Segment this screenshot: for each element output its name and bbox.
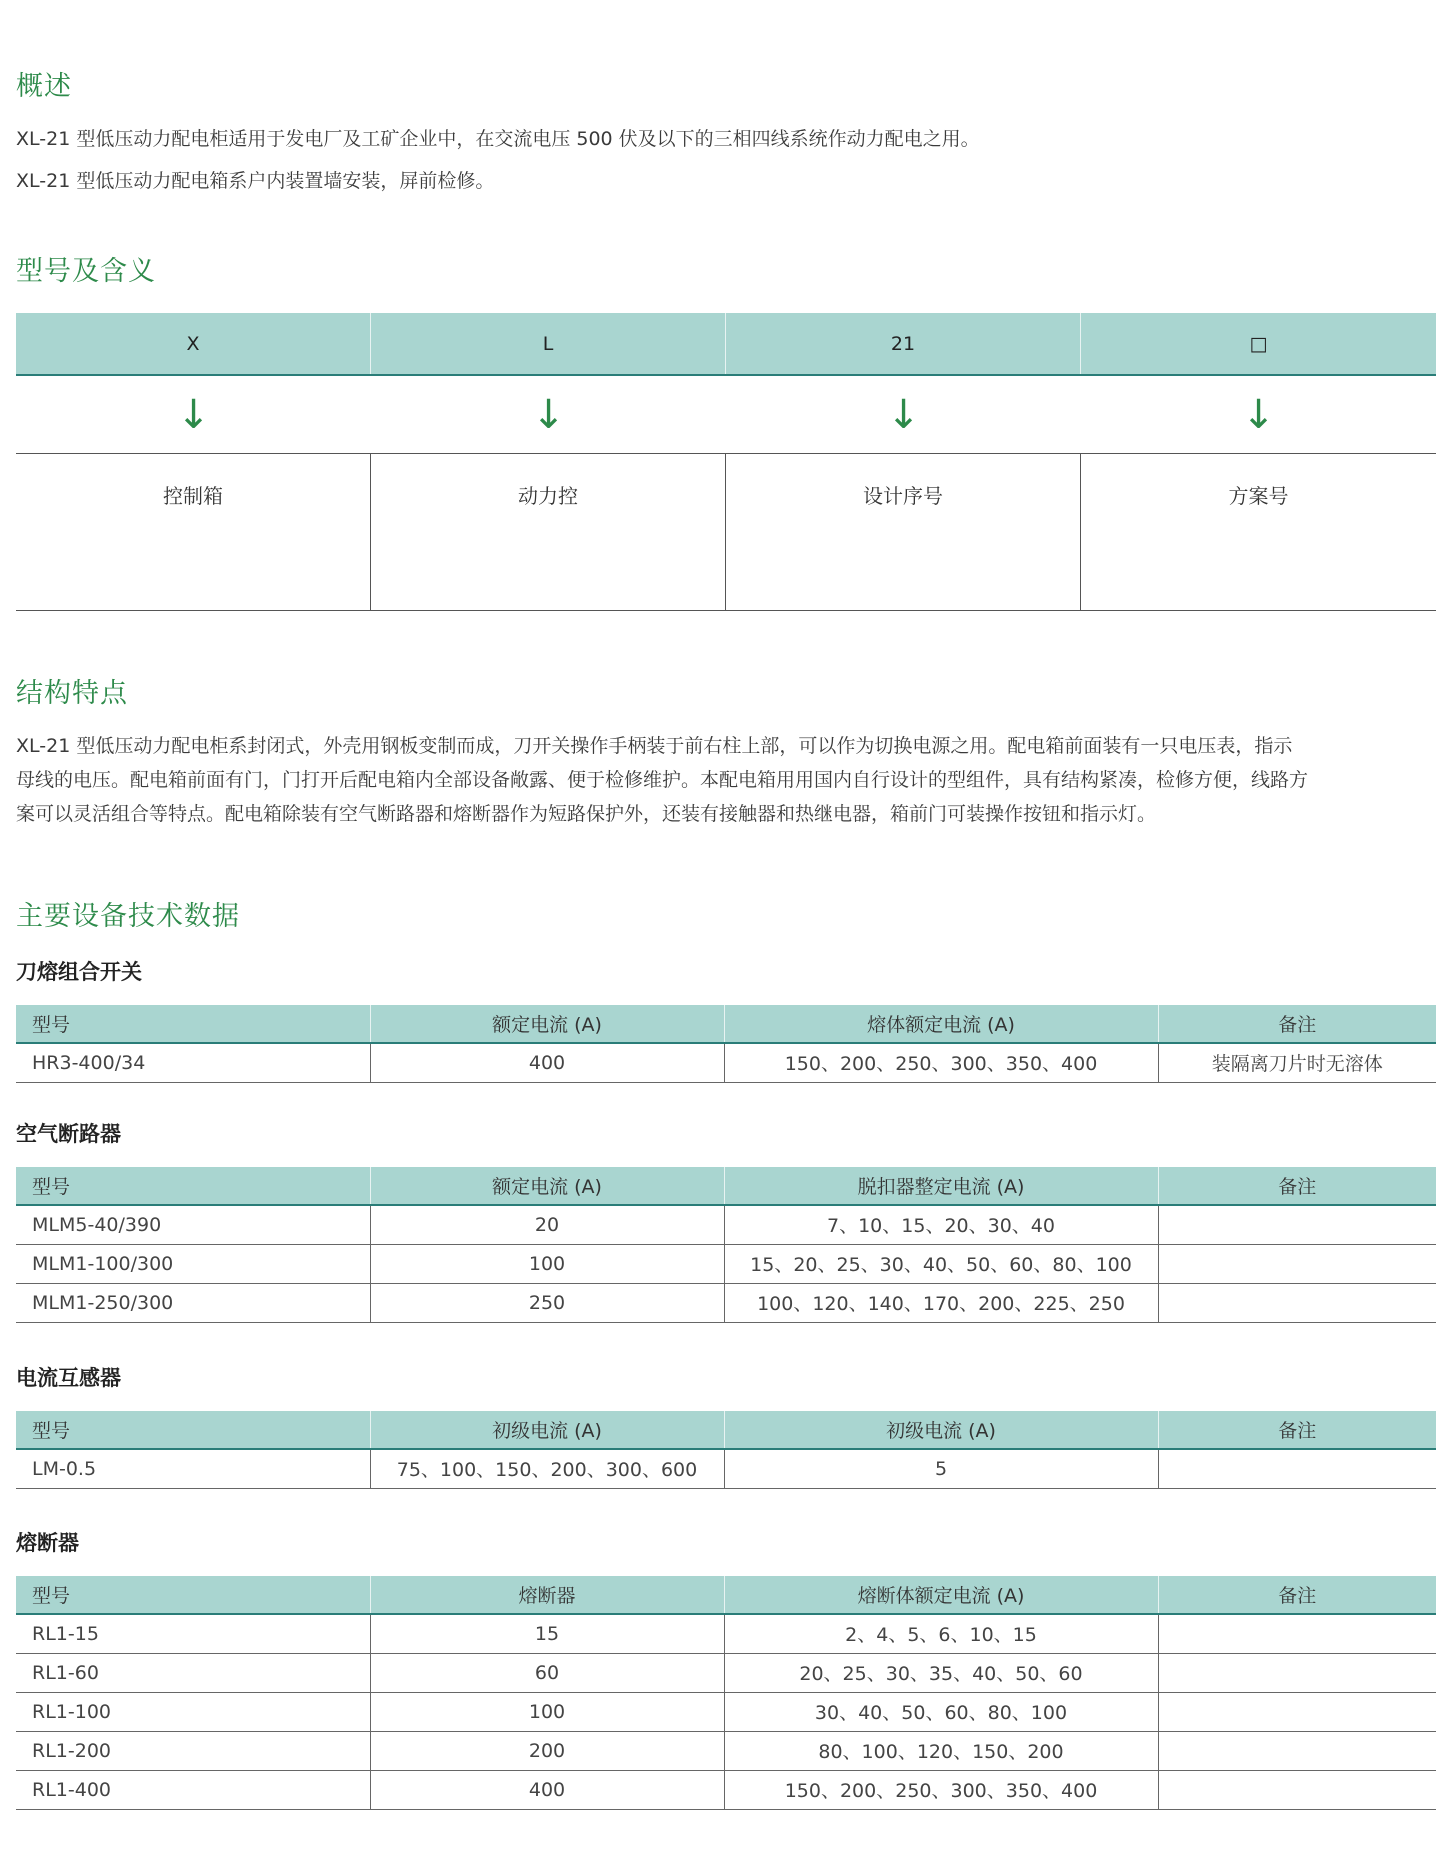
column-header: 型号 (16, 1576, 370, 1614)
section-title-structure: 结构特点 (16, 678, 128, 709)
overview-line-1: XL-21 型低压动力配电柜适用于发电厂及工矿企业中，在交流电压 500 伏及以下的三相四线系统作动力配电之用。 (16, 128, 980, 150)
table-cell: 装隔离刀片时无溶体 (1158, 1043, 1436, 1082)
table-cell: 100 (370, 1244, 724, 1283)
table-row (16, 1614, 1436, 1653)
table-cell: 20 (370, 1205, 724, 1244)
air-breaker-table (16, 1167, 1436, 1323)
column-header: 备注 (1158, 1167, 1436, 1205)
column-header: 备注 (1158, 1005, 1436, 1043)
current-transformer-table (16, 1411, 1436, 1489)
knife-fuse-switch-table (16, 1005, 1436, 1083)
model-code-cell: □ (1249, 332, 1268, 355)
section-title-model: 型号及含义 (16, 256, 156, 287)
table-row (16, 1449, 1436, 1488)
model-code-cell: L (371, 313, 726, 374)
subtitle-current-transformer: 电流互感器 (16, 1366, 121, 1390)
column-header: 额定电流 (A) (370, 1005, 724, 1043)
model-arrow-row (16, 376, 1436, 454)
table-cell: 100 (370, 1692, 724, 1731)
table-cell: 7、10、15、20、30、40 (724, 1205, 1158, 1244)
table-cell: RL1-60 (16, 1653, 370, 1692)
model-meaning-cell: 动力控 (371, 454, 726, 610)
table-cell: HR3-400/34 (16, 1043, 370, 1082)
table-row (16, 1043, 1436, 1082)
table-cell (1158, 1731, 1436, 1770)
column-header: 型号 (16, 1167, 370, 1205)
subtitle-air-breaker: 空气断路器 (16, 1122, 121, 1146)
table-cell: 400 (370, 1043, 724, 1082)
column-header: 额定电流 (A) (370, 1167, 724, 1205)
table-row (16, 1205, 1436, 1244)
down-arrow-icon: ↓ (531, 391, 566, 438)
table-cell: MLM1-250/300 (16, 1283, 370, 1322)
column-header: 备注 (1158, 1576, 1436, 1614)
table-row (16, 1692, 1436, 1731)
table-header-row (16, 1167, 1436, 1205)
table-cell: MLM1-100/300 (16, 1244, 370, 1283)
table-cell: 60 (370, 1653, 724, 1692)
model-code-cell: 21 (726, 313, 1081, 374)
table-cell (1158, 1614, 1436, 1653)
table-row (16, 1770, 1436, 1809)
table-row (16, 1731, 1436, 1770)
column-header: 初级电流 (A) (724, 1411, 1158, 1449)
table-cell: 75、100、150、200、300、600 (370, 1449, 724, 1488)
table-cell: 100、120、140、170、200、225、250 (724, 1283, 1158, 1322)
subtitle-fuse: 熔断器 (16, 1531, 79, 1555)
model-meaning-cell: 方案号 (1228, 484, 1289, 508)
model-meaning-table (16, 313, 1436, 611)
table-row (16, 1283, 1436, 1322)
column-header: 熔体额定电流 (A) (724, 1005, 1158, 1043)
structure-line-1: XL-21 型低压动力配电柜系封闭式，外壳用钢板变制而成，刀开关操作手柄装于前右柱上部，可以作为切换电源之用。配电箱前面装有一只电压表，指示 (16, 735, 1293, 757)
table-cell: 15、20、25、30、40、50、60、80、100 (724, 1244, 1158, 1283)
subtitle-knife-fuse-switch: 刀熔组合开关 (16, 960, 142, 984)
table-cell (1158, 1244, 1436, 1283)
table-cell (1158, 1205, 1436, 1244)
table-cell (1158, 1449, 1436, 1488)
column-header: 脱扣器整定电流 (A) (724, 1167, 1158, 1205)
column-header: 熔断器 (370, 1576, 724, 1614)
table-row (16, 1244, 1436, 1283)
model-meaning-cell: 设计序号 (726, 454, 1081, 610)
table-cell: 30、40、50、60、80、100 (724, 1692, 1158, 1731)
table-header-row (16, 1576, 1436, 1614)
table-cell: RL1-15 (16, 1614, 370, 1653)
table-cell: MLM5-40/390 (16, 1205, 370, 1244)
model-code-row (16, 313, 1436, 376)
overview-line-2: XL-21 型低压动力配电箱系户内装置墙安装，屏前检修。 (16, 170, 495, 192)
fuse-table (16, 1576, 1436, 1810)
column-header: 型号 (16, 1005, 370, 1043)
structure-line-2: 母线的电压。配电箱前面有门，门打开后配电箱内全部设备敞露、便于检修维护。本配电箱用用国内自行设计的型组件，具有结构紧凑，检修方便，线路方 (16, 769, 1309, 791)
table-cell: 200 (370, 1731, 724, 1770)
table-cell: RL1-200 (16, 1731, 370, 1770)
table-cell: 250 (370, 1283, 724, 1322)
model-code-cell: X (16, 313, 371, 374)
table-cell: 15 (370, 1614, 724, 1653)
down-arrow-icon: ↓ (886, 391, 921, 438)
table-cell (1158, 1283, 1436, 1322)
column-header: 型号 (16, 1411, 370, 1449)
section-title-overview: 概述 (16, 71, 72, 102)
down-arrow-icon: ↓ (1241, 391, 1276, 438)
table-cell: 400 (370, 1770, 724, 1809)
table-cell (1158, 1770, 1436, 1809)
model-meaning-row (16, 454, 1436, 611)
table-cell: 150、200、250、300、350、400 (724, 1770, 1158, 1809)
model-meaning-cell: 控制箱 (16, 454, 371, 610)
table-cell: 80、100、120、150、200 (724, 1731, 1158, 1770)
table-cell: RL1-400 (16, 1770, 370, 1809)
table-header-row (16, 1411, 1436, 1449)
table-cell (1158, 1653, 1436, 1692)
down-arrow-icon: ↓ (176, 391, 211, 438)
table-cell: 150、200、250、300、350、400 (724, 1043, 1158, 1082)
table-row (16, 1653, 1436, 1692)
table-cell: 2、4、5、6、10、15 (724, 1614, 1158, 1653)
column-header: 备注 (1158, 1411, 1436, 1449)
table-cell: RL1-100 (16, 1692, 370, 1731)
section-title-equipment: 主要设备技术数据 (16, 901, 240, 932)
table-header-row (16, 1005, 1436, 1043)
column-header: 熔断体额定电流 (A) (724, 1576, 1158, 1614)
table-cell (1158, 1692, 1436, 1731)
structure-line-3: 案可以灵活组合等特点。配电箱除装有空气断路器和熔断器作为短路保护外，还装有接触器和热继电器，箱前门可装操作按钮和指示灯。 (16, 803, 1157, 825)
column-header: 初级电流 (A) (370, 1411, 724, 1449)
table-cell: LM-0.5 (16, 1449, 370, 1488)
table-cell: 5 (724, 1449, 1158, 1488)
table-cell: 20、25、30、35、40、50、60 (724, 1653, 1158, 1692)
